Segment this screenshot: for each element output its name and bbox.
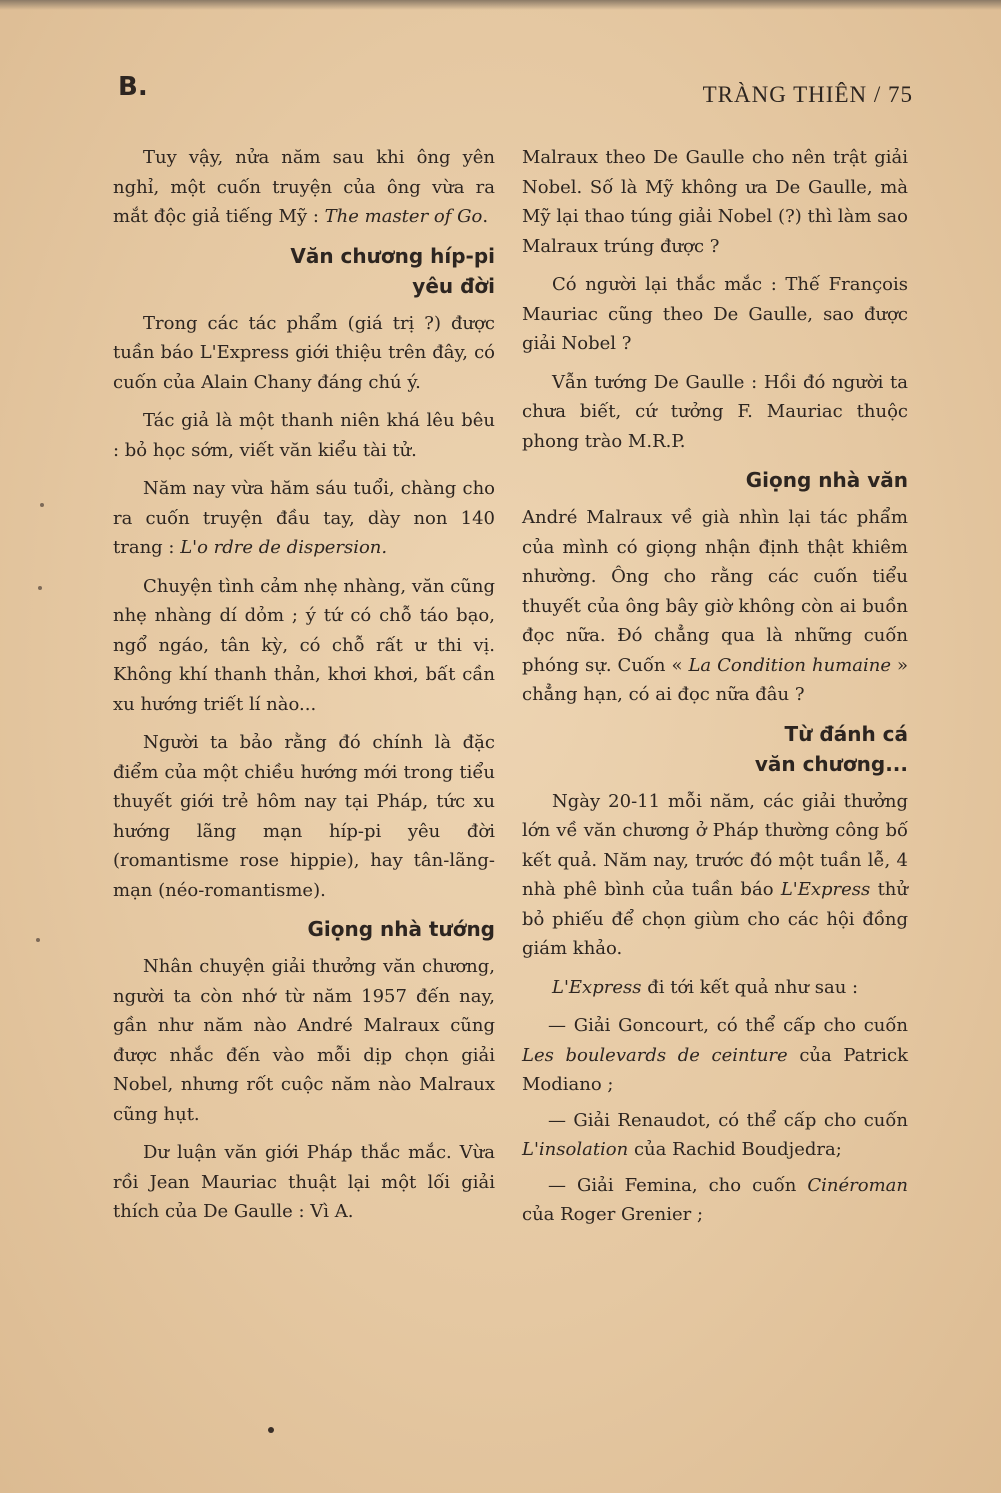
paragraph-text: đi tới kết quả như sau : [647,976,859,998]
paragraph: Trong các tác phẩm (giá trị ?) được tuần báo L'Express giới thiệu trên đây, có cuốn của Alain Chany đáng chú ý. [113,312,495,393]
paragraph [522,503,908,710]
paragraph: Malraux theo De Gaulle cho nên trật giải Nobel. Số là Mỹ không ưa De Gaulle, mà Mỹ lại thao túng giải Nobel (?) thì làm sao Malraux trúng được ? [522,147,908,257]
paragraph-text: » chẳng hạn, có ai đọc nữa đâu ? [522,654,908,705]
paragraph-text: Tuy vậy, nửa năm sau khi ông yên nghỉ, một cuốn truyện của ông vừa ra mắt độc giả tiếng Mỹ : [113,147,495,227]
book-title: Les boulevards de ceinture [522,1044,788,1066]
left-column [113,143,495,1236]
paragraph: Dư luận văn giới Pháp thắc mắc. Vừa rồi Jean Mauriac thuật lại một lối giải thích của De Gaulle : Vì A. [113,1142,495,1222]
paragraph-text: — Giải Goncourt, có thể cấp cho cuốn [548,1015,908,1036]
paragraph: Chuyện tình cảm nhẹ nhàng, văn cũng nhẹ nhàng dí dỏm ; ý tứ có chỗ táo bạo, ngổ ngáo, tân kỳ, có chỗ rất ư thi vị. Không khí thanh thản, khơi khơi, bất cần xu hướng triết lí nào... [113,575,495,715]
right-column [522,143,908,1236]
paragraph-text: của Roger Grenier ; [522,1204,704,1225]
prize-item [522,1171,908,1230]
heading-line: Giọng nhà văn [745,468,908,492]
prize-item [522,1011,908,1100]
paragraph [113,143,495,232]
paragraph: Có người lại thắc mắc : Thế François Mauriac cũng theo De Gaulle, sao được giải Nobel ? [522,274,908,354]
paragraph-text: — Giải Renaudot, có thể cấp cho cuốn [548,1109,908,1131]
paragraph-text: Ngày 20-11 mỗi năm, các giải thưởng lớn về văn chương ở Pháp thường công bố kết quả. Năm nay, trước đó một tuần lễ, 4 nhà phê bình của tuần báo [522,790,908,900]
paragraph-text: Năm nay vừa hăm sáu tuổi, chàng cho ra cuốn truyện đầu tay, dày non 140 trang : [113,478,495,558]
paragraph-text: của Rachid Boudjedra; [633,1139,842,1160]
paragraph [522,787,908,964]
section-heading [522,465,908,495]
heading-line: yêu đời [412,273,495,298]
paragraph-text: — Giải Femina, cho cuốn [548,1174,797,1196]
paragraph-text: của Patrick Modiano ; [522,1044,908,1095]
publication-title: L'Express [552,976,642,998]
running-header: TRÀNG THIÊN / 75 [702,82,913,107]
paragraph: Vẫn tướng De Gaulle : Hồi đó người ta chưa biết, cứ tưởng F. Mauriac thuộc phong trào M.R.P. [522,371,908,452]
heading-line: văn chương... [754,751,908,776]
paragraph [522,973,908,1003]
book-title: L'insolation [522,1139,629,1160]
paper-speck [38,586,42,590]
paper-speck [40,503,44,507]
book-title: The master of Go [324,206,483,227]
paragraph: Nhân chuyện giải thưởng văn chương, người ta còn nhớ từ năm 1957 đến nay, gần như năm nào André Malraux cũng được nhắc đến vào mỗi dịp chọn giải Nobel, nhưng rốt cuộc năm nào Malraux cũng hụt. [113,956,495,1125]
paper-speck [36,938,40,942]
section-heading [113,914,495,944]
book-title: La Condition humaine [688,654,891,676]
paragraph-text: thử bỏ phiếu để chọn giùm cho các hội đồng giám khảo. [522,879,908,959]
paragraph: Tác giả là một thanh niên khá lêu bêu : bỏ học sớm, viết văn kiểu tài tử. [113,410,495,461]
heading-line: Văn chương híp-pi [290,243,495,268]
book-title: L'o rdre de dispersion. [180,537,388,558]
paragraph-text: André Malraux về già nhìn lại tác phẩm của mình có giọng nhận định thật khiêm nhường. Ông cho rằng các cuốn tiểu thuyết của ông bây giờ không còn ai buồn đọc nữa. Đó chẳng qua là những cuốn phóng sự. Cuốn « [522,507,908,676]
paragraph: Người ta bảo rằng đó chính là đặc điểm của một chiều hướng mới trong tiểu thuyết giới trẻ hôm nay tại Pháp, tức xu hướng lãng mạn híp-pi yêu đời (romantisme rose hippie), hay tân-lãng-mạn (néo-romantisme). [113,732,495,901]
publication-title: L'Express [780,879,871,900]
page-section-mark: B. [118,72,148,102]
paragraph [113,474,495,563]
book-title: Cinéroman [807,1174,908,1196]
paragraph-text: . [482,206,489,227]
section-heading [113,241,495,301]
heading-line: Từ đánh cá [784,721,908,746]
ink-dot [268,1427,274,1433]
heading-line: Giọng nhà tướng [307,917,495,941]
section-heading [522,719,908,779]
prize-item [522,1106,908,1165]
